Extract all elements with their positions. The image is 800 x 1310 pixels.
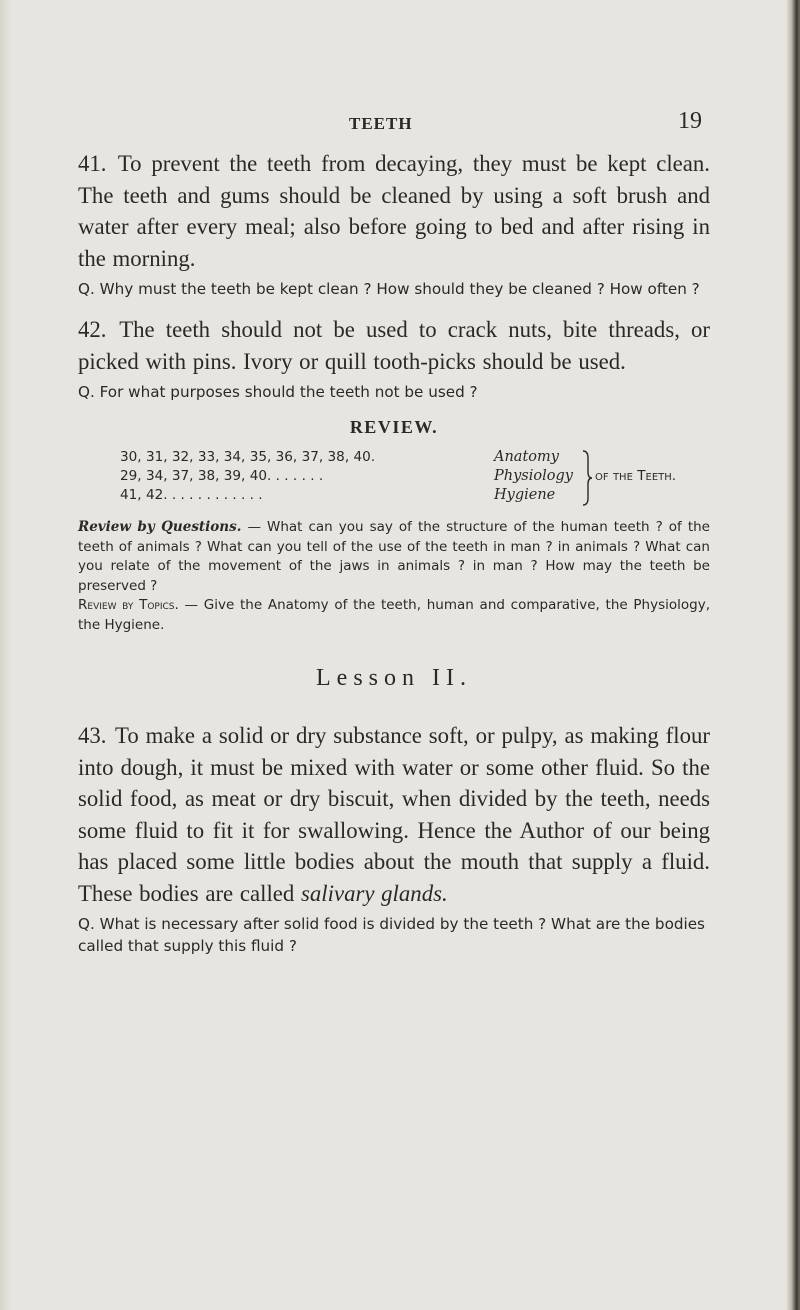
paragraph-41 (78, 148, 710, 274)
salivary-glands-term: salivary glands. (301, 880, 448, 906)
review-subject: Anatomy (494, 449, 559, 465)
curly-brace-icon (581, 450, 593, 506)
review-by-questions (78, 518, 710, 596)
review-row (120, 467, 323, 486)
review-subject: Hygiene (494, 487, 556, 503)
lesson-heading: Lesson II. (316, 665, 472, 691)
review-by-topics-text: — Give the Anatomy of the teeth, human and comparative, the Physiology, the Hygiene. (78, 597, 710, 633)
review-refs: 29, 34, 37, 38, 39, 40. . . . . . . (120, 468, 324, 484)
book-spine-edge (786, 0, 800, 1310)
paragraph-text: To prevent the teeth from decaying, they must be kept clean. The teeth and gums should be cleaned by using a soft brush and water after every meal; also before going to bed and after rising in the morning. (78, 151, 710, 271)
paragraph-number: 42. (78, 317, 107, 342)
review-subject: Physiology (494, 468, 573, 484)
review-refs: 41, 42. . . . . . . . . . . . (120, 487, 263, 503)
paragraph-number: 43. (78, 723, 107, 748)
question-43: Q. What is necessary after solid food is divided by the teeth ? What are the bodies called that supply this fluid ? (78, 915, 705, 955)
running-title: TEETH (349, 114, 413, 133)
page-number: 19 (678, 108, 702, 134)
paragraph-text: The teeth should not be used to crack nuts, bite threads, or picked with pins. Ivory or quill tooth-picks should be used. (78, 317, 710, 374)
page-header (78, 108, 710, 148)
review-by-topics (78, 596, 710, 635)
review-heading: REVIEW. (349, 417, 439, 437)
book-page (78, 108, 710, 971)
question-41: Q. Why must the teeth be kept clean ? How should they be cleaned ? How often ? (78, 280, 700, 298)
paragraph-number: 41. (78, 151, 107, 176)
review-refs: 30, 31, 32, 33, 34, 35, 36, 37, 38, 40. (120, 449, 376, 465)
review-by-questions-lead: Review by Questions. (78, 519, 242, 535)
paragraph-43 (78, 720, 710, 909)
review-row (120, 486, 263, 505)
review-by-questions-text: — What can you say of the structure of the human teeth ? of the teeth of animals ? What can you tell of the use of the teeth in man ? in animals ? What can you relate of the movement of the jaws in animals ? in man ? How may the teeth be preserved ? (78, 519, 710, 594)
paragraph-text: To make a solid or dry substance soft, or pulpy, as making flour into dough, it must be mixed with water or some other fluid. So the solid food, as meat or dry biscuit, when divided by the teeth, needs some fluid to fit it for swallowing. Hence the Author of our being has placed some little bodies about the mouth that supply a fluid. These bodies are called (78, 723, 710, 906)
question-42: Q. For what purposes should the teeth not be used ? (78, 383, 478, 401)
page-left-edge (0, 0, 12, 1310)
paragraph-42 (78, 314, 710, 377)
review-by-topics-lead: Review by Topics. (78, 597, 179, 613)
review-table (120, 448, 710, 518)
review-row (120, 448, 375, 467)
review-subject-suffix: of the Teeth. (595, 468, 677, 484)
